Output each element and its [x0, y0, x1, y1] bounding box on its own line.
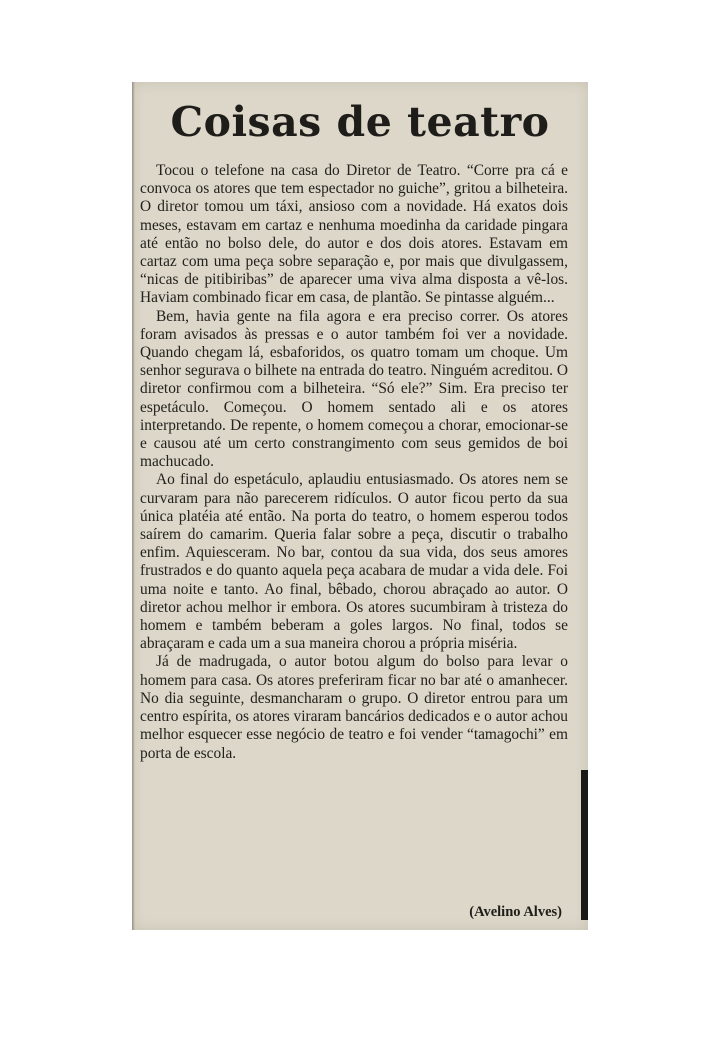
paragraph-4: Já de madrugada, o autor botou algum do bolso para levar o homem para casa. Os atores preferiram ficar no bar até o amanhecer. No dia seguinte, desmancharam o grupo. O diretor entrou para um centro espírita, os atores viraram bancários dedicados e o autor achou melhor esquecer esse negócio de teatro e foi vender “tamagochi” em porta de escola. [140, 653, 568, 762]
paragraph-3: Ao final do espetáculo, aplaudiu entusiasmado. Os atores nem se curvaram para não parecerem ridículos. O autor ficou perto da sua única platéia até então. Na porta do teatro, o homem esperou todos saírem do camarim. Queria falar sobre a peça, discutir o trabalho enfim. Aquiesceram. No bar, contou da sua vida, dos seus amores frustrados e do quanto aquela peça acabara de mudar a vida dele. Foi uma noite e tanto. Ao final, bêbado, chorou abraçado ao autor. O diretor achou melhor ir embora. Os atores sucumbiram à tristeza do homem e também beberam a goles largos. No final, todos se abraçaram e cada um a sua maneira chorou a própria miséria. [140, 471, 568, 653]
paragraph-2: Bem, havia gente na fila agora e era preciso correr. Os atores foram avisados às pressas e o autor também foi ver a novidade. Quando chegam lá, esbaforidos, os quatro tomam um choque. Um senhor segurava o bilhete na entrada do teatro. Ninguém acreditou. O diretor confirmou com a bilheteira. “Só ele?” Sim. Era preciso ter espetáculo. Começou. O homem sentado ali e os atores interpretando. De repente, o homem começou a chorar, emocionar-se e causou até um certo constrangimento com seus gemidos de boi machucado. [140, 307, 568, 471]
newspaper-clipping [132, 82, 588, 930]
clipping-edge-shadow [132, 82, 135, 930]
article-body [140, 162, 568, 763]
page-border-edge [581, 770, 588, 920]
paragraph-1: Tocou o telefone na casa do Diretor de Teatro. “Corre pra cá e convoca os atores que tem espectador no guiche”, gritou a bilheteira. O diretor tomou um táxi, ansioso com a novidade. Há exatos dois meses, estavam em cartaz e nenhuma moedinha da caridade pingara até então no bolso dele, do autor e dos dois atores. Estavam em cartaz com uma peça sobre separação e, por mais que divulgassem, “nicas de pitibiribas” de aparecer uma viva alma disposta a vê-los. Haviam combinado ficar em casa, de plantão. Se pintasse alguém... [140, 162, 568, 307]
article-title: Coisas de teatro [170, 98, 550, 146]
author-signature: (Avelino Alves) [469, 904, 562, 920]
